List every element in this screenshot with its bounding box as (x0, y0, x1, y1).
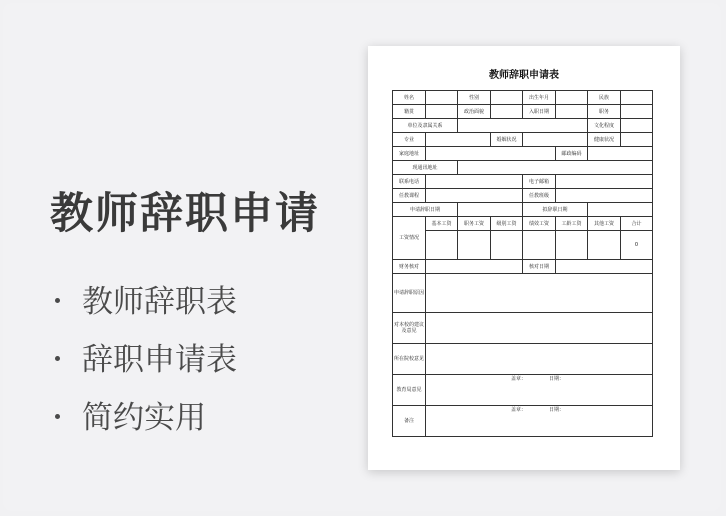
cell-label: 文化程度 (588, 119, 621, 133)
cell-label: 现通讯地址 (393, 161, 458, 175)
cell-value (426, 260, 523, 274)
cell-label: 单位及隶属关系 (393, 119, 458, 133)
cell-value (523, 231, 556, 260)
cell-value (458, 119, 588, 133)
cell-label: 联系电话 (393, 175, 426, 189)
cell-label: 入职日期 (523, 105, 556, 119)
cell-label: 财务核对 (393, 260, 426, 274)
cell-value (556, 189, 653, 203)
table-row (393, 119, 653, 133)
cell-label: 职务 (588, 105, 621, 119)
cell-label: 申请辞职日期 (393, 203, 458, 217)
resignation-form-table (392, 90, 653, 437)
cell-value (491, 91, 523, 105)
form-title: 教师辞职申请表 (489, 70, 559, 81)
cell-value (426, 91, 458, 105)
table-row (393, 231, 653, 260)
cell-value (588, 147, 653, 161)
cell-label: 邮政编码 (556, 147, 588, 161)
cell-value (491, 231, 523, 260)
form-preview-sheet (368, 46, 680, 470)
cell-label: 对本校的建议及意见 (393, 313, 426, 344)
cell-value (621, 105, 653, 119)
cell-value (426, 313, 653, 344)
table-row (393, 203, 653, 217)
table-row (393, 91, 653, 105)
cell-label: 电子邮箱 (523, 175, 556, 189)
table-row (393, 260, 653, 274)
headline: 教师辞职申请 (50, 189, 320, 239)
cell-value (556, 105, 588, 119)
cell-value (491, 105, 523, 119)
cell-value (621, 119, 653, 133)
cell-value (556, 231, 588, 260)
cell-value (426, 175, 523, 189)
bullet-item (55, 334, 237, 379)
cell-value (426, 344, 653, 375)
bullet-dot-icon (55, 414, 60, 419)
cell-value (458, 203, 523, 217)
cell-label: 婚姻状况 (491, 133, 523, 147)
table-row (393, 147, 653, 161)
cell-value (621, 133, 653, 147)
cell-value (426, 133, 491, 147)
cell-label: 政治面貌 (458, 105, 491, 119)
table-row (393, 133, 653, 147)
bullet-item (55, 276, 237, 321)
cell-value (426, 274, 653, 313)
salary-total-value: 0 (621, 231, 653, 260)
cell-label: 任教班级 (523, 189, 556, 203)
cell-value (523, 133, 588, 147)
bullet-item (55, 392, 206, 437)
cell-label: 籍贯 (393, 105, 426, 119)
cell-label: 工资情况 (393, 217, 426, 260)
cell-label: 任教课程 (393, 189, 426, 203)
table-row (393, 161, 653, 175)
cell-value (458, 161, 653, 175)
cell-label: 出生年月 (523, 91, 556, 105)
seal-label: 盖章： (511, 407, 527, 413)
cell-value (426, 189, 523, 203)
bullet-dot-icon (55, 298, 60, 303)
cell-label: 合计 (621, 217, 653, 231)
cell-label: 民族 (588, 91, 621, 105)
cell-label: 姓名 (393, 91, 426, 105)
cell-label: 核对日期 (523, 260, 556, 274)
table-row (393, 344, 653, 375)
cell-value (556, 175, 653, 189)
bullet-label: 教师辞职表 (82, 284, 237, 320)
cell-value (556, 91, 588, 105)
cell-label: 绩效工资 (523, 217, 556, 231)
table-row (393, 105, 653, 119)
cell-label: 健康状况 (588, 133, 621, 147)
cell-label: 申请辞职原因 (393, 274, 426, 313)
date-label: 日期： (549, 407, 565, 413)
cell-value (458, 231, 491, 260)
bullet-label: 辞职申请表 (82, 342, 237, 378)
seal-label: 盖章： (511, 376, 527, 382)
table-row (393, 274, 653, 313)
cell-label: 教育局意见 (393, 375, 426, 406)
table-row (393, 175, 653, 189)
cell-label: 备注 (393, 406, 426, 437)
table-row (393, 313, 653, 344)
cell-value (588, 231, 621, 260)
cell-label: 职务工资 (458, 217, 491, 231)
cell-label: 所在院校意见 (393, 344, 426, 375)
cell-label: 性别 (458, 91, 491, 105)
cell-label: 基本工资 (426, 217, 458, 231)
cell-value (621, 91, 653, 105)
cell-value (556, 260, 653, 274)
cell-value (426, 375, 653, 406)
cell-value (426, 105, 458, 119)
cell-label: 其他工资 (588, 217, 621, 231)
cell-value (426, 147, 556, 161)
cell-label: 级别工资 (491, 217, 523, 231)
cell-value (588, 203, 653, 217)
cell-label: 专业 (393, 133, 426, 147)
cell-label: 工龄工资 (556, 217, 588, 231)
cell-label: 拟辞职日期 (523, 203, 588, 217)
cell-label: 家庭地址 (393, 147, 426, 161)
cell-value (426, 406, 653, 437)
cell-value (426, 231, 458, 260)
bullet-label: 简约实用 (82, 400, 206, 436)
date-label: 日期： (549, 376, 565, 382)
table-row (393, 217, 653, 231)
bullet-dot-icon (55, 356, 60, 361)
table-row (393, 189, 653, 203)
